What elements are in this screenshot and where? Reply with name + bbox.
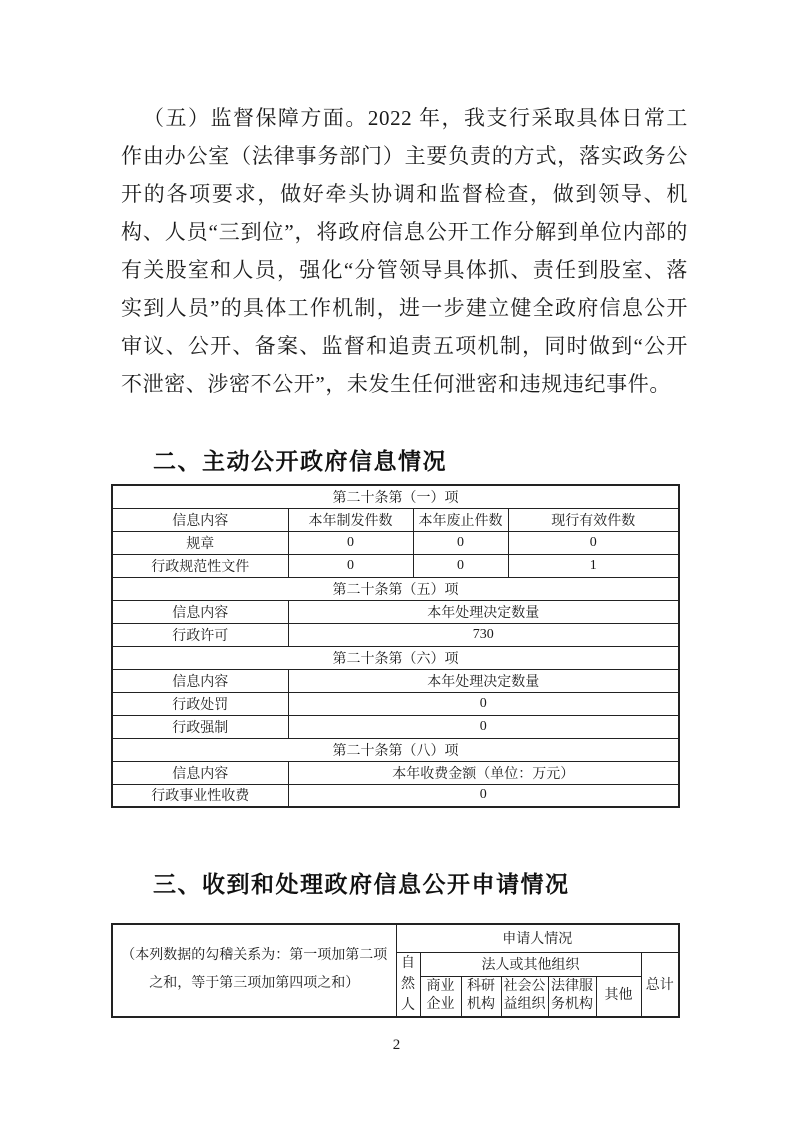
cell-value: 0 bbox=[288, 784, 679, 807]
table-row bbox=[112, 531, 679, 554]
cell-col-header: 信息内容 bbox=[112, 508, 288, 531]
cell-value: 0 bbox=[288, 531, 413, 554]
table-row bbox=[112, 508, 679, 531]
cell-value: 0 bbox=[413, 554, 508, 577]
cell-col-header: 本年制发件数 bbox=[288, 508, 413, 531]
natural-person-cell: 自然人 bbox=[396, 952, 420, 1017]
cell-row-label: 行政许可 bbox=[112, 623, 288, 646]
cell-row-label: 规章 bbox=[112, 531, 288, 554]
cell-section-header: 第二十条第（五）项 bbox=[112, 577, 679, 600]
table-row bbox=[112, 554, 679, 577]
cell-section-header: 第二十条第（六）项 bbox=[112, 646, 679, 669]
other-col-cell: 其他 bbox=[596, 977, 641, 1017]
cell-col-header: 本年废止件数 bbox=[413, 508, 508, 531]
cell-value: 0 bbox=[508, 531, 679, 554]
table-row bbox=[112, 692, 679, 715]
table-row bbox=[112, 577, 679, 600]
table-row bbox=[112, 715, 679, 738]
legal-org-col-cell: 商业企业 bbox=[420, 977, 461, 1017]
table-row bbox=[112, 485, 679, 508]
legal-org-col-cell: 法律服务机构 bbox=[548, 977, 596, 1017]
legal-org-col-cell: 科研机构 bbox=[461, 977, 501, 1017]
table-row bbox=[112, 784, 679, 807]
cell-row-label: 行政强制 bbox=[112, 715, 288, 738]
total-cell: 总计 bbox=[641, 952, 679, 1017]
cell-col-header: 本年收费金额（单位：万元） bbox=[288, 761, 679, 784]
table-row bbox=[112, 669, 679, 692]
cell-row-label: 行政规范性文件 bbox=[112, 554, 288, 577]
cell-row-label: 行政事业性收费 bbox=[112, 784, 288, 807]
cell-col-header: 现行有效件数 bbox=[508, 508, 679, 531]
cell-col-header: 本年处理决定数量 bbox=[288, 669, 679, 692]
section-three-table bbox=[111, 923, 680, 1018]
section-two-title: 二、主动公开政府信息情况 bbox=[153, 448, 447, 474]
cell-value: 0 bbox=[288, 554, 413, 577]
table-row bbox=[112, 738, 679, 761]
cell-col-header: 信息内容 bbox=[112, 761, 288, 784]
cell-section-header: 第二十条第（八）项 bbox=[112, 738, 679, 761]
cell-col-header: 本年处理决定数量 bbox=[288, 600, 679, 623]
applicant-header-cell: 申请人情况 bbox=[396, 924, 679, 952]
section-three-title: 三、收到和处理政府信息公开申请情况 bbox=[153, 871, 570, 897]
cell-row-label: 行政处罚 bbox=[112, 692, 288, 715]
table-row bbox=[112, 924, 679, 952]
table-row bbox=[112, 646, 679, 669]
table-row bbox=[112, 623, 679, 646]
page-number: 2 bbox=[392, 1037, 401, 1053]
cell-value: 1 bbox=[508, 554, 679, 577]
cell-value: 0 bbox=[288, 715, 679, 738]
section-two-table bbox=[111, 484, 680, 808]
legal-org-col-cell: 社会公益组织 bbox=[501, 977, 548, 1017]
cell-section-header: 第二十条第（一）项 bbox=[112, 485, 679, 508]
cell-col-header: 信息内容 bbox=[112, 669, 288, 692]
legal-org-group-cell: 法人或其他组织 bbox=[420, 952, 641, 977]
table-row bbox=[112, 761, 679, 784]
cell-value: 0 bbox=[288, 692, 679, 715]
reconciliation-note-cell: （本列数据的勾稽关系为：第一项加第二项之和，等于第三项加第四项之和） bbox=[112, 924, 396, 1017]
cell-value: 0 bbox=[413, 531, 508, 554]
cell-col-header: 信息内容 bbox=[112, 600, 288, 623]
cell-value: 730 bbox=[288, 623, 679, 646]
table-row bbox=[112, 600, 679, 623]
supervision-paragraph: （五）监督保障方面。2022 年，我支行采取具体日常工作由办公室（法律事务部门）主要负责的方式，落实政务公开的各项要求，做好牵头协调和监督检查，做到领导、机构、人员“三到位”，将政府信息公开工作分解到单位内部的有关股室和人员，强化“分管领导具体抓、责任到股室、落实到人员”的具体工作机制，进一步建立健全政府信息公开审议、公开、备案、监督和追责五项机制，同时做到“公开不泄密、涉密不公开”，未发生任何泄密和违规违纪事件。 bbox=[121, 106, 688, 396]
